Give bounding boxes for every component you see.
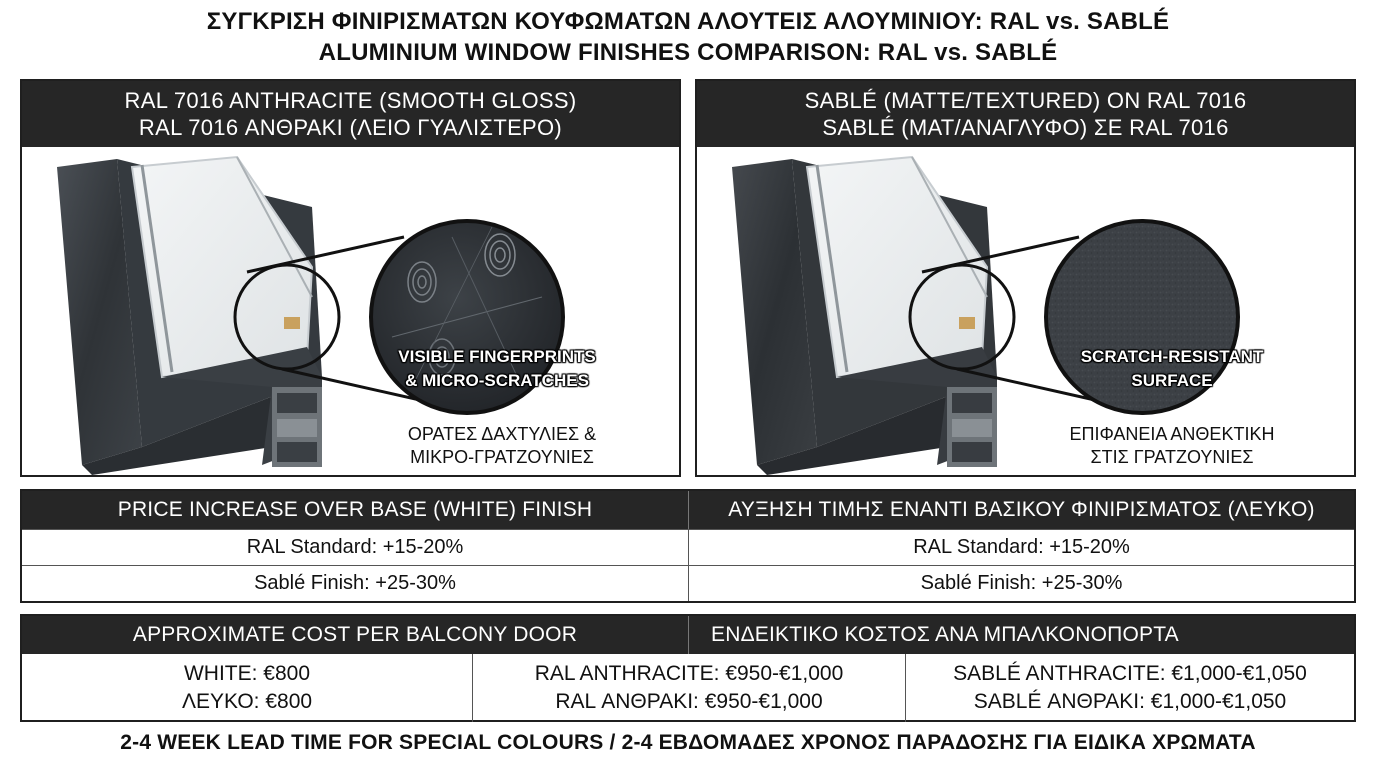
ral-standard-en: RAL Standard: +15-20%	[246, 536, 464, 558]
ral-anthracite-cost-cell	[472, 654, 905, 722]
cost-header-gr: ΕΝΔΕΙΚΤΙΚΟ ΚΟΣΤΟΣ ΑΝΑ ΜΠΑΛΚΟΝΟΠΟΡΤΑ	[688, 616, 1354, 654]
cost-header-row	[22, 616, 1354, 654]
table-row	[22, 565, 1354, 601]
sable-finish-gr: Sablé Finish: +25-30%	[688, 566, 1354, 601]
sable-heading-en: SABLÉ (MATTE/TEXTURED) ON RAL 7016	[804, 88, 1247, 113]
scratch-resistant-callout-line1: SCRATCH-RESISTANT	[1080, 347, 1264, 366]
fingerprints-callout-line2: & MICRO-SCRATCHES	[405, 371, 589, 390]
ral-gloss-heading-gr: RAL 7016 ΑΝΘΡΑΚΙ (ΛΕΙΟ ΓΥΑΛΙΣΤΕΡΟ)	[138, 115, 563, 140]
price-increase-header-en: PRICE INCREASE OVER BASE (WHITE) FINISH	[117, 498, 593, 521]
sable-finish-en: Sablé Finish: +25-30%	[254, 572, 456, 594]
price-increase-header-row	[22, 491, 1354, 529]
ral-standard-gr: RAL Standard: +15-20%	[688, 530, 1354, 565]
sable-illustration	[697, 147, 1354, 475]
white-cost-en: WHITE: €800	[183, 662, 311, 685]
fingerprints-caption-gr	[382, 423, 622, 469]
scratch-resistant-caption-gr	[1047, 423, 1297, 469]
sable-panel	[695, 79, 1356, 477]
ral-anthracite-cost-gr: RAL ΑΝΘΡΑΚΙ: €950-€1,000	[555, 690, 823, 713]
scratch-resistant-caption-line2: ΣΤΙΣ ΓΡΑΤΖΟΥΝΙΕΣ	[1090, 447, 1254, 467]
sable-anthracite-cost-gr: SABLÉ ΑΝΘΡΑΚΙ: €1,000-€1,050	[973, 690, 1287, 713]
sable-anthracite-cost-cell	[905, 654, 1354, 722]
page-title	[0, 6, 1376, 68]
price-increase-header-gr: ΑΥΞΗΣΗ ΤΙΜΗΣ ΕΝΑΝΤΙ ΒΑΣΙΚΟΥ ΦΙΝΙΡΙΣΜΑΤΟΣ (ΛΕΥΚΟ)	[688, 491, 1354, 529]
sable-anthracite-cost-en: SABLÉ ANTHRACITE: €1,000-€1,050	[953, 662, 1307, 685]
price-increase-table	[20, 489, 1356, 603]
lead-time-footer: 2-4 WEEK LEAD TIME FOR SPECIAL COLOURS / 2-4 ΕΒΔΟΜΑΔΕΣ ΧΡΟΝΟΣ ΠΑΡΑΔΟΣΗΣ ΓΙΑ ΕΙΔΙΚΑ ΧΡΩΜΑΤΑ	[120, 731, 1256, 754]
table-row	[22, 654, 1354, 722]
scratch-resistant-caption-line1: ΕΠΙΦΑΝΕΙΑ ΑΝΘΕΚΤΙΚΗ	[1069, 424, 1275, 444]
white-cost-cell	[22, 654, 472, 722]
ral-gloss-illustration	[22, 147, 679, 475]
scratch-resistant-callout-line2: SURFACE	[1131, 371, 1213, 390]
ral-gloss-panel-header	[22, 81, 679, 147]
table-row	[22, 529, 1354, 565]
sable-panel-header	[697, 81, 1354, 147]
ral-gloss-heading-en: RAL 7016 ANTHRACITE (SMOOTH GLOSS)	[124, 88, 577, 113]
ral-gloss-panel	[20, 79, 681, 477]
white-cost-gr: ΛΕΥΚΟ: €800	[181, 690, 313, 713]
fingerprints-caption-line2: ΜΙΚΡΟ-ΓΡΑΤΖΟΥΝΙΕΣ	[410, 447, 594, 467]
title-english: ALUMINIUM WINDOW FINISHES COMPARISON: RAL vs. SABLÉ	[318, 39, 1058, 66]
fingerprints-caption-line1: ΟΡΑΤΕΣ ΔΑΧΤΥΛΙΕΣ &	[407, 424, 597, 444]
cost-header-en: APPROXIMATE COST PER BALCONY DOOR	[132, 623, 578, 646]
sable-heading-gr: SABLÉ (ΜΑΤ/ΑΝΑΓΛΥΦΟ) ΣΕ RAL 7016	[822, 115, 1229, 140]
fingerprints-callout	[377, 345, 617, 393]
title-greek: ΣΥΓΚΡΙΣΗ ΦΙΝΙΡΙΣΜΑΤΩΝ ΚΟΥΦΩΜΑΤΩΝ ΑΛΟΥΤΕΙΣ ΑΛΟΥΜΙΝΙΟΥ: RAL vs. SABLÉ	[206, 8, 1170, 35]
balcony-door-cost-table	[20, 614, 1356, 722]
scratch-resistant-callout	[1052, 345, 1292, 393]
fingerprints-callout-line1: VISIBLE FINGERPRINTS	[398, 347, 596, 366]
ral-anthracite-cost-en: RAL ANTHRACITE: €950-€1,000	[534, 662, 844, 685]
